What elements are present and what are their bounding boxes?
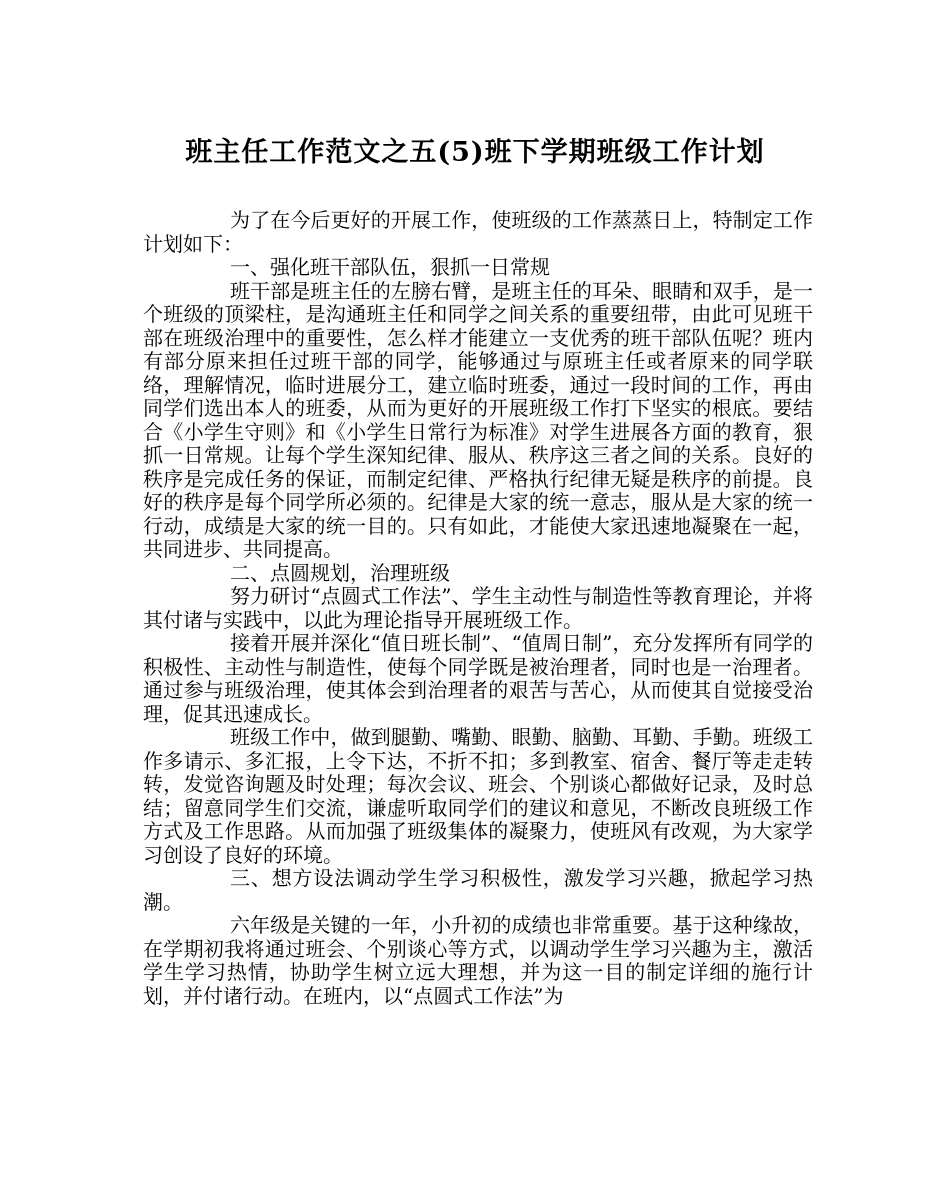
paragraph: 六年级是关键的一年，小升初的成绩也非常重要。基于这种缘故，在学期初我将通过班会、个别谈心等方式，以调动学生学习兴趣为主，激活学生学习热情，协助学生树立远大理想，并为这一目的制定详细的施行计划，并付诸行动。在班内，以“点圆式工作法”为 [143,913,813,1008]
document-title: 班主任工作范文之五(5)班下学期班级工作计划 [185,137,765,168]
section-heading-2: 二、点圆规划，治理班级 [230,560,450,585]
section-heading-3: 三、想方设法调动学生学习积极性，激发学习兴趣，掀起学习热潮。 [143,866,813,914]
paragraph: 接着开展并深化“值日班长制”、“值周日制”，充分发挥所有同学的积极性、主动性与制造性，使每个同学既是被治理者，同时也是一治理者。通过参与班级治理，使其体会到治理者的艰苦与苦心，从而使其自觉接受治理，促其迅速成长。 [143,631,813,726]
paragraph: 班级工作中，做到腿勤、嘴勤、眼勤、脑勤、耳勤、手勤。班级工作多请示、多汇报，上令下达，不折不扣；多到教室、宿舍、餐厅等走走转转，发觉咨询题及时处理；每次会议、班会、个别谈心都做好记录，及时总结；留意同学生们交流，谦虚听取同学们的建议和意见，不断改良班级工作方式及工作思路。从而加强了班级集体的凝聚力，使班风有改观，为大家学习创设了良好的环境。 [143,725,813,867]
document-body [143,209,813,1008]
paragraph: 努力研讨“点圆式工作法”、学生主动性与制造性等教育理论，并将其付诸与实践中，以此为理论指导开展班级工作。 [143,584,813,632]
section-heading-1: 一、强化班干部队伍，狠抓一日常规 [230,255,550,279]
paragraph-intro: 为了在今后更好的开展工作，使班级的工作蒸蒸日上，特制定工作计划如下： [143,208,813,256]
paragraph: 班干部是班主任的左膀右臂，是班主任的耳朵、眼睛和双手，是一个班级的顶梁柱，是沟通班主任和同学之间关系的重要纽带，由此可见班干部在班级治理中的重要性，怎么样才能建立一支优秀的班干部队伍呢？班内有部分原来担任过班干部的同学，能够通过与原班主任或者原来的同学联络，理解情况，临时进展分工，建立临时班委，通过一段时间的工作，再由同学们选出本人的班委，从而为更好的开展班级工作打下坚实的根底。要结合《小学生守则》和《小学生日常行为标准》对学生进展各方面的教育，狠抓一日常规。让每个学生深知纪律、服从、秩序这三者之间的关系。良好的秩序是完成任务的保证，而制定纪律、严格执行纪律无疑是秩序的前提。良好的秩序是每个同学所必须的。纪律是大家的统一意志，服从是大家的统一行动，成绩是大家的统一目的。只有如此，才能使大家迅速地凝聚在一起，共同进步、共同提高。 [143,278,813,561]
